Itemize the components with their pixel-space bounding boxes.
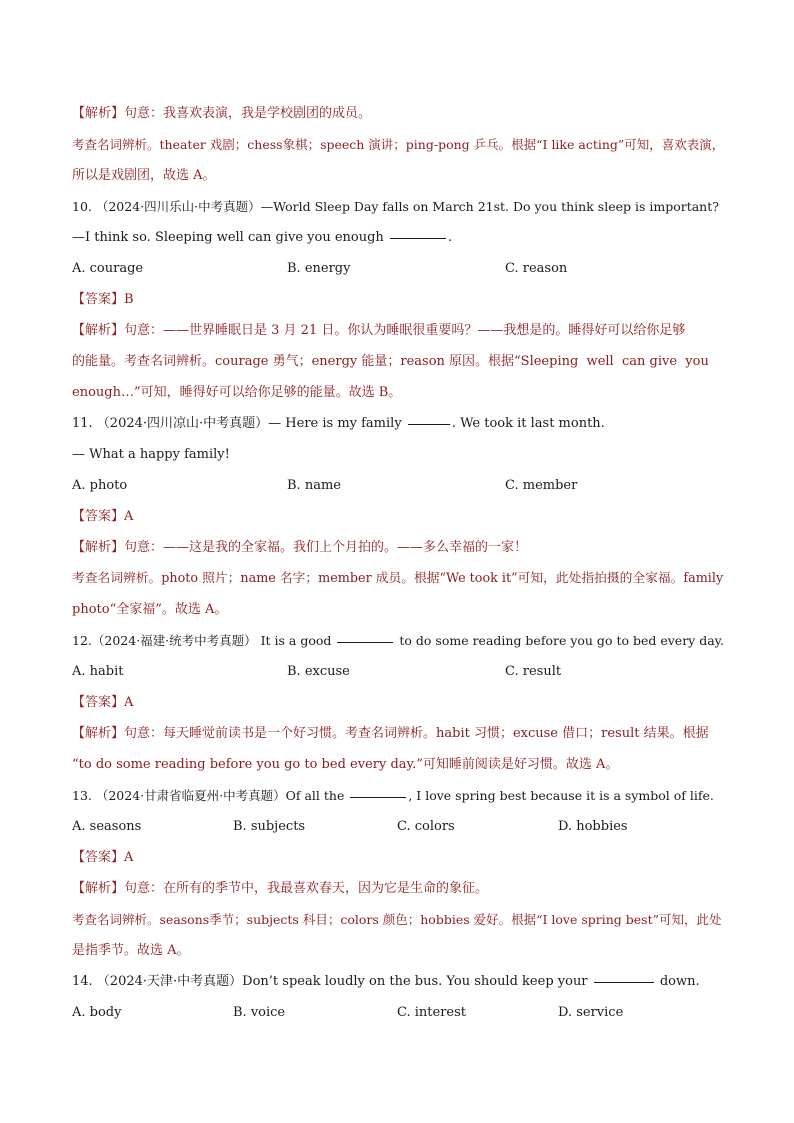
option-c: C. colors xyxy=(397,819,455,834)
option-b: B. excuse xyxy=(287,664,350,679)
option-c: C. interest xyxy=(397,1005,466,1020)
explanation-12 xyxy=(72,718,724,780)
stem-text: 11. （2024·四川凉山·中考真题）— Here is my family xyxy=(72,416,402,431)
stem-text: to do some reading before you go to bed every day. xyxy=(399,633,725,648)
stem-text: . We took it last month. xyxy=(451,416,605,431)
answer-label: 【答案】A xyxy=(72,509,134,524)
explanation-line: 考查名词辨析。photo 照片；name 名字；member 成员。根据“We took it”可知，此处指拍摄的全家福。family xyxy=(72,571,724,586)
option-c: C. result xyxy=(505,664,562,679)
question-stem xyxy=(72,222,724,253)
option-b: B. name xyxy=(287,478,341,493)
answer-blank xyxy=(408,423,450,425)
options xyxy=(72,997,724,1028)
option-d: D. hobbies xyxy=(558,819,628,834)
answer-blank xyxy=(390,237,446,239)
stem-text: —I think so. Sleeping well can give you enough xyxy=(72,230,384,245)
options xyxy=(72,811,724,842)
options xyxy=(72,470,724,501)
option-b: B. voice xyxy=(233,1005,286,1020)
stem-text: 14. （2024·天津·中考真题）Don’t speak loudly on the bus. You should keep your xyxy=(72,974,588,989)
stem-text: down. xyxy=(659,974,700,989)
option-a: A. courage xyxy=(72,261,144,276)
option-a: A. habit xyxy=(72,664,124,679)
explanation-line: 【解析】句意：在所有的季节中，我最喜欢春天，因为它是生命的象征。 xyxy=(72,881,489,896)
stem-text: . xyxy=(447,230,453,245)
explanation-line: “to do some reading before you go to bed every day.”可知睡前阅读是好习惯。故选 A。 xyxy=(72,757,619,772)
option-c: C. member xyxy=(505,478,578,493)
answer-label: 【答案】A xyxy=(72,695,134,710)
explanation-line: 考查名词辨析。theater 戏剧；chess象棋；speech 演讲；ping-pong 乒乓。根据“I like acting”可知，喜欢表演， xyxy=(72,137,725,152)
question-13 xyxy=(72,780,724,966)
option-d: D. service xyxy=(558,1005,624,1020)
question-11 xyxy=(72,408,724,625)
document-page xyxy=(72,98,724,1028)
explanation-11 xyxy=(72,532,724,625)
answer-blank xyxy=(350,796,406,798)
options xyxy=(72,656,724,687)
question-stem: — What a happy family! xyxy=(72,447,230,462)
explanation-9 xyxy=(72,98,724,191)
option-a: A. photo xyxy=(72,478,128,493)
answer-blank xyxy=(337,641,393,643)
option-b: B. energy xyxy=(287,261,351,276)
explanation-line: 【解析】句意：——世界睡眠日是 3 月 21 日。你认为睡眠很重要吗？——我想是的。睡得好可以给你足够 xyxy=(72,323,686,338)
explanation-line: 【解析】句意：我喜欢表演，我是学校剧团的成员。 xyxy=(72,106,372,121)
question-stem xyxy=(72,780,724,811)
explanation-line: 考查名词辨析。seasons季节；subjects 科目；colors 颜色；hobbies 爱好。根据“I love spring best”可知，此处 xyxy=(72,912,722,927)
question-stem: 10. （2024·四川乐山·中考真题）—World Sleep Day falls on March 21st. Do you think sleep is important? xyxy=(72,199,719,214)
question-stem xyxy=(72,625,724,656)
question-10 xyxy=(72,191,724,408)
options xyxy=(72,253,724,284)
option-a: A. body xyxy=(72,1005,122,1020)
option-c: C. reason xyxy=(505,261,568,276)
stem-text: 12.（2024·福建·统考中考真题） It is a good xyxy=(72,633,332,648)
explanation-13 xyxy=(72,873,724,966)
stem-text: , I love spring best because it is a symbol of life. xyxy=(408,788,714,803)
question-stem xyxy=(72,408,724,439)
stem-text: 13. （2024·甘肃省临夏州·中考真题）Of all the xyxy=(72,788,345,803)
answer-label: 【答案】A xyxy=(72,850,134,865)
answer-blank xyxy=(594,981,654,983)
explanation-line: 的能量。考查名词辨析。courage 勇气；energy 能量；reason 原因。根据“Sleeping well can give you xyxy=(72,354,709,369)
option-b: B. subjects xyxy=(233,819,306,834)
question-stem xyxy=(72,966,724,997)
explanation-line: photo“全家福”。故选 A。 xyxy=(72,602,228,617)
explanation-line: 所以是戏剧团，故选 A。 xyxy=(72,168,216,183)
question-14 xyxy=(72,966,724,1028)
explanation-line: 是指季节。故选 A。 xyxy=(72,943,190,958)
explanation-line: 【解析】句意：——这是我的全家福。我们上个月拍的。——多么幸福的一家！ xyxy=(72,540,528,555)
explanation-10 xyxy=(72,315,724,408)
explanation-line: enough…”可知，睡得好可以给你足够的能量。故选 B。 xyxy=(72,385,402,400)
explanation-line: 【解析】句意：每天睡觉前读书是一个好习惯。考查名词辨析。habit 习惯；excuse 借口；result 结果。根据 xyxy=(72,726,709,741)
question-12 xyxy=(72,625,724,780)
answer-label: 【答案】B xyxy=(72,292,134,307)
option-a: A. seasons xyxy=(72,819,142,834)
